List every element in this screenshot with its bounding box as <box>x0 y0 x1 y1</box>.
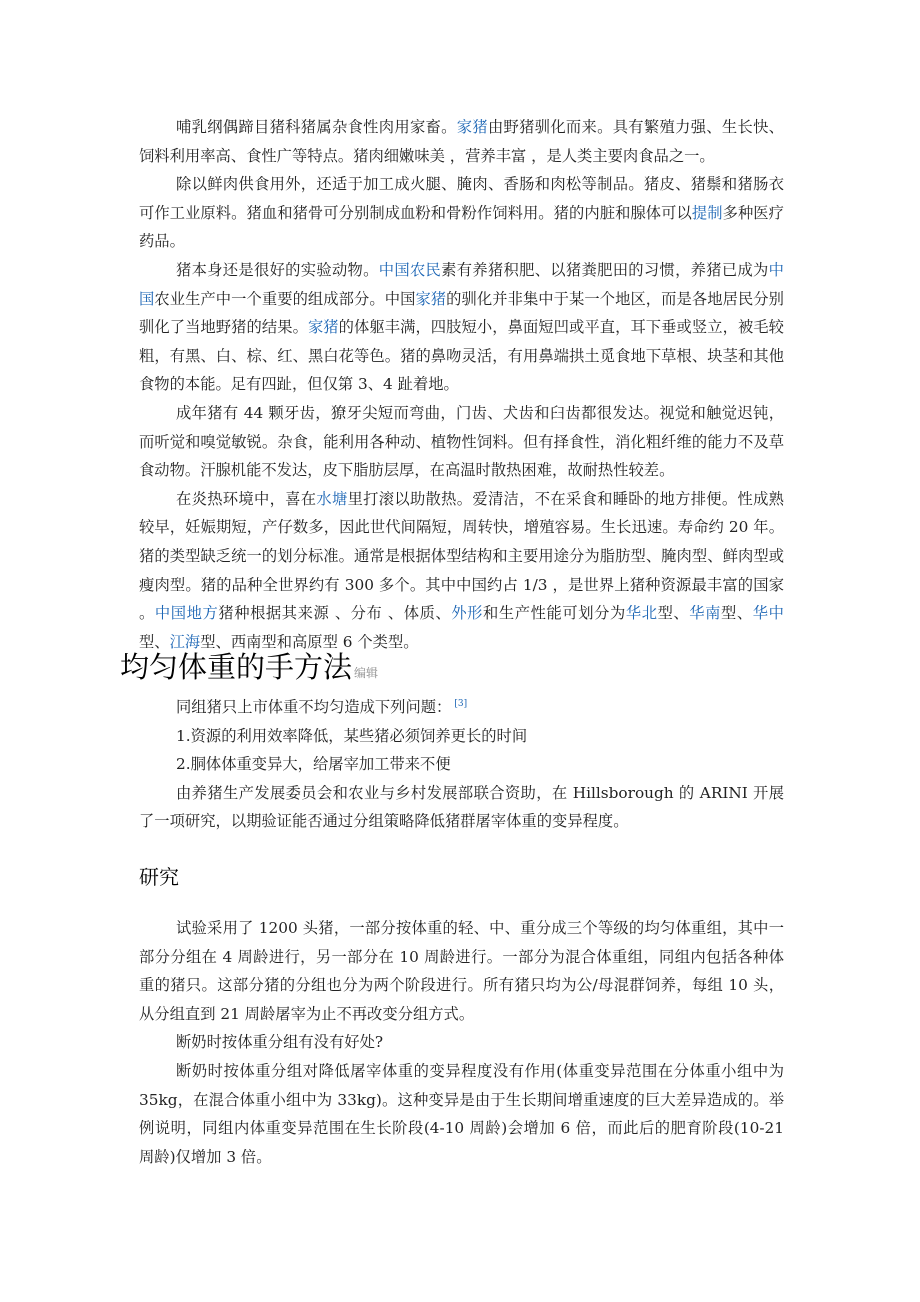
link-jiazhu[interactable]: 家猪 <box>307 318 339 337</box>
text: 在炎热环境中，喜在 <box>176 489 317 508</box>
text: 型、西南型和高原型 6 个类型。 <box>200 632 419 651</box>
link-zhongguo[interactable]: 中国 <box>139 260 784 308</box>
link-jiazhu[interactable]: 家猪 <box>415 289 447 308</box>
link-huanan[interactable]: 华南 <box>689 604 722 623</box>
subsection-heading: 研究 <box>139 865 179 889</box>
paragraph: 断奶时按体重分组对降低屠宰体重的变异程度没有作用(体重变异范围在分体重小组中为 35kg，在混合体重小组中为 33kg)。这种变异是由于生长期间增重速度的巨大差异造成的。举例说明，同组内体重变异范围在生长阶段(4-10 周龄)会增加 6 倍，而此后的肥育阶段(10-21 周龄)仅增加 3 倍。 <box>139 1061 784 1166</box>
edit-link[interactable]: 编辑 <box>354 666 379 680</box>
section-intro <box>139 113 784 656</box>
text: 同组猪只上市体重不均匀造成下列问题： <box>176 698 452 717</box>
text: 除以鲜肉供食用外，还适于加工成火腿、腌肉、香肠和肉松等制品。猪皮、猪鬃和猪肠衣可作工业原料。猪血和猪骨可分别制成血粉和骨粉作饲料用。猪的内脏和腺体可以 <box>139 175 784 222</box>
text: 型、 <box>721 604 753 623</box>
text: 哺乳纲偶蹄目猪科猪属杂食性肉用家畜。 <box>176 118 457 136</box>
list-item: 1.资源的利用效率降低，某些猪必须饲养更长的时间 <box>176 726 528 745</box>
text: 由野猪驯化而来。具有繁殖力强、生长快、饲料利用率高、食性广等特点。猪肉细嫩味美 ，营养丰富 ，是人类主要肉食品之一。 <box>139 118 784 165</box>
link-huazhong[interactable]: 华中 <box>752 604 784 623</box>
paragraph-2 <box>139 170 784 256</box>
section-heading <box>120 644 378 696</box>
text: 和生产性能可划分为 <box>483 604 626 623</box>
intro-line <box>139 690 784 722</box>
paragraph-5 <box>139 485 784 657</box>
link-shuitang[interactable]: 水塘 <box>316 489 348 508</box>
text: 型、 <box>139 632 170 651</box>
section-study <box>139 914 784 1171</box>
text: 里打滚以助散热。爱清洁，不在采食和睡卧的地方排便。性成熟较早，妊娠期短，产仔数多，因此世代间隔短，周转快，增殖容易。生长迅速。寿命约 20 年。 猪的类型缺乏统一的划分标准。通常是根据体型结构和主要用途分为脂肪型、腌肉型、鲜肉型或瘦肉型。猪的品种全世界约有 300 多个。其中中国约占 1/3 ，是世界上猪种资源最丰富的国家 。 <box>139 489 784 623</box>
text: 猪种根据其来源 、分布 、体质、 <box>218 604 452 623</box>
text: 素有养猪积肥、以猪粪肥田的习惯，养猪已成为 <box>441 260 769 279</box>
paragraph-3 <box>139 256 784 399</box>
paragraph: 试验采用了 1200 头猪，一部分按体重的轻、中、重分成三个等级的均匀体重组，其中一部分分组在 4 周龄进行，另一部分在 10 周龄进行。一部分为混合体重组，同组内包括各种体重的猪只。这部分猪的分组也分为两个阶段进行。所有猪只均为公/母混群饲养，每组 10 头，从分组直到 21 周龄屠宰为止不再改变分组方式。 <box>139 919 784 1023</box>
link-zhongguo-difang[interactable]: 中国地方 <box>154 604 219 623</box>
link-huabei[interactable]: 华北 <box>625 604 658 623</box>
text: 多种医疗药品。 <box>139 203 784 251</box>
reference-link[interactable]: [3] <box>454 699 468 709</box>
section-weight <box>139 690 784 836</box>
link-waixing[interactable]: 外形 <box>451 604 484 623</box>
text: 型、 <box>657 604 690 623</box>
text: 猪本身还是很好的实验动物。 <box>176 260 379 279</box>
list-item: 2.胴体体重变异大，给屠宰加工带来不便 <box>176 755 451 774</box>
heading-title: 均匀体重的手方法 <box>120 650 353 684</box>
question-line: 断奶时按体重分组有没有好处? <box>176 1033 384 1052</box>
link-zhongguo-nongmin[interactable]: 中国农民 <box>378 260 442 279</box>
link-jianghai[interactable]: 江海 <box>169 632 201 651</box>
link-jiazhu[interactable]: 家猪 <box>456 118 488 136</box>
link-tizhi[interactable]: 提制 <box>691 203 723 222</box>
paragraph: 由养猪生产发展委员会和农业与乡村发展部联合资助，在 Hillsborough 的 ARINI 开展了一项研究，以期验证能否通过分组策略降低猪群屠宰体重的变异程度。 <box>139 783 784 831</box>
text: 的驯化并非集中于某一个地区，而是各地居民分别驯化了当地野猪的结果。 <box>139 289 784 337</box>
paragraph-1 <box>139 113 784 170</box>
paragraph-4: 成年猪有 44 颗牙齿，獠牙尖短而弯曲，门齿、犬齿和臼齿都很发达。视觉和触觉迟钝，而听觉和嗅觉敏锐。杂食，能利用各种动、植物性饲料。但有择食性，消化粗纤维的能力不及草食动物。汗腺机能不发达，皮下脂肪层厚，在高温时散热困难，故耐热性较差。 <box>139 403 784 480</box>
text: 农业生产中一个重要的组成部分。中国 <box>154 289 416 308</box>
text: 的体躯丰满，四肢短小，鼻面短凹或平直，耳下垂或竖立，被毛较粗，有黑、白、棕、红、黑白花等色。猪的鼻吻灵活，有用鼻端拱土觅食地下草根、块茎和其他食物的本能。足有四趾，但仅第 3、4 趾着地。 <box>139 318 784 394</box>
